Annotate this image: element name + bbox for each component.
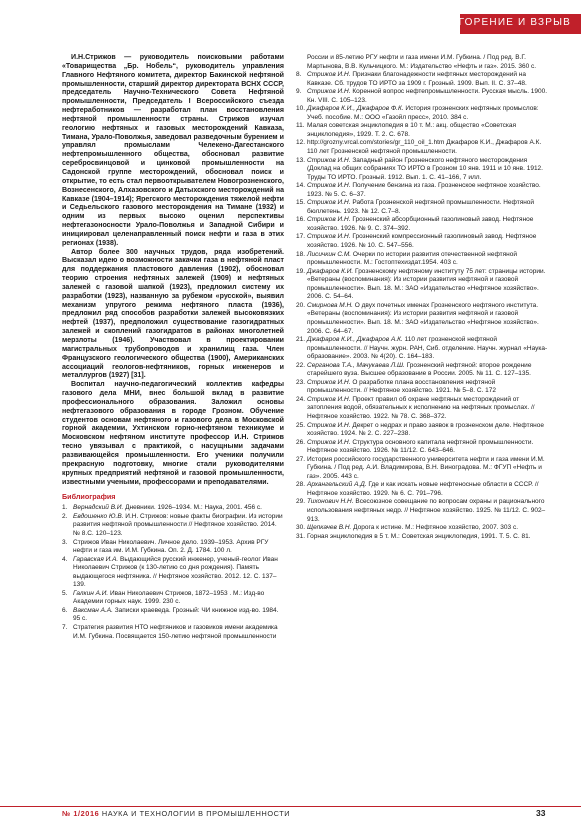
reference-item bbox=[296, 456, 548, 482]
reference-text: О двух почетных именах Грозненского нефтяного института. «Ветераны (воспоминания): Из истории развития нефтяной и газовой промышленности». Вып. 18. М.: ЗАО «Издательство «Нефтяное хозяйство». 2006. С. 64–67. bbox=[307, 301, 539, 335]
reference-number: 19. bbox=[296, 267, 306, 275]
reference-author: Лисичкин С.М. bbox=[307, 250, 352, 258]
reference-item bbox=[296, 233, 548, 250]
reference-text: http://grozny.vrcal.com/stories/gr_110_oil_1.htm Джафаров К.И., Джафаров А.К. 110 лет Грозненской нефтяной промышленности. bbox=[307, 139, 542, 156]
reference-author: Вернадский В.И. bbox=[73, 504, 124, 512]
reference-number: 29. bbox=[296, 498, 306, 506]
reference-author: Евдошенко Ю.В. bbox=[73, 512, 124, 520]
reference-text: Иван Николаевич Стрижов, 1872–1953 . М.: Изд-во Академии горных наук. 1999. 230 с. bbox=[73, 589, 265, 606]
reference-text: Структура основного капитала нефтяной промышленности. Нефтяное хозяйство. 1926. № 11/12. С. 643–646. bbox=[307, 438, 534, 455]
reference-author: Архангельский А.Д. bbox=[307, 481, 367, 489]
body-paragraph-3: Воспитал научно-педагогический коллектив кафедры газового дела МНИ, внес большой вклад в развитие профессионального образования. Заложил основы нефтегазового образования в городе Грозном. Обучение студентов основам нефтяного и газового дела в Московской горной академии, Ухтинском горно-нефтяном техникуме и Московском нефтяном институте профессор И.Н. Стрижов тесно увязывал с практикой, с насущными задачами развивающейся промышленности. Его ученики получили прекрасную подготовку, многие стали руководителями крупных предприятий нефтяной и газовой промышленности, известными учеными, профессорами и преподавателями. bbox=[62, 381, 284, 486]
reference-number: 17. bbox=[296, 233, 306, 241]
reference-number: 28. bbox=[296, 481, 306, 489]
reference-author: Джафаров К.И., Джафаров Ф.К. bbox=[307, 105, 404, 113]
reference-number: 11. bbox=[296, 122, 305, 130]
section-header-bar bbox=[460, 14, 581, 34]
reference-text: Проект правил об охране нефтяных месторождений от затопления водой, обязательных к исполнению на нефтяных промыслах. // Нефтяное хозяйство. 1922. № 78. С. 368–372. bbox=[307, 395, 535, 420]
reference-item bbox=[62, 504, 284, 513]
journal-name: НАУКА И ТЕХНОЛОГИИ В ПРОМЫШЛЕННОСТИ bbox=[101, 809, 291, 818]
reference-text: Очерки по истории развития отечественной нефтяной промышленности. М.: Гостоптехиздат.1954. 403 с. bbox=[307, 250, 518, 267]
reference-item bbox=[296, 54, 548, 71]
reference-number: 13. bbox=[296, 156, 306, 164]
reference-text: России и 85-летию РГУ нефти и газа имени И.М. Губкина. / Под ред. В.Г. Мартынова, В.В. Кульчицкого. М.: Издательство «Нефть и газ». 2015. 360 с. bbox=[307, 54, 537, 70]
reference-number: 9. bbox=[296, 88, 302, 96]
reference-text: История грозненских нефтяных промыслов: Учеб. пособие. М.: ООО «Газойл пресс», 2010. 384 с. bbox=[307, 105, 539, 121]
reference-list-right bbox=[296, 54, 548, 541]
reference-item bbox=[296, 533, 548, 542]
reference-item bbox=[296, 481, 548, 498]
reference-text: Записки краеведа. Грозный: ЧИ книжное изд-во. 1984. 95 с. bbox=[73, 606, 279, 623]
reference-item bbox=[296, 122, 548, 139]
body-paragraph-2: Автор более 300 научных трудов, ряда изобретений. Высказал идею о возможности закачки газа в нефтяной пласт для поддержания пластового давления (1902), обосновал теорию строения нефтяных залежей (1909) и нефтяных залежей с газовой шапкой (1923), предложил систему их разработки (1923), названную за рубежом «русской», выявил механизм упругого режима нефтяного пласта (1936), предложил ряд способов разработки залежей высоковязких нефтей (1937), предположил существование газогидратных залежей и скоплений газогидратов в районах многолетней мерзлоты (1946). Участвовал в проектировании магистральных трубопроводов и хранилищ газа. Член Французского геологического общества (1900), Американских ассоциаций геологов-нефтяников, горных инженеров и металлургов (1927) [31]. bbox=[62, 248, 284, 380]
reference-text: Всесоюзное совещание по вопросам охраны и рационального использования нефтяных недр. // Нефтяное хозяйство. 1925. № 11/12. С. 902–913. bbox=[307, 498, 546, 523]
reference-number: 26. bbox=[296, 438, 306, 446]
body-paragraph-1: И.Н.Стрижов — руководитель поисковыми работами «Товарищества „Бр. Нобель“, руководитель управления Главного Нефтяного комитета, директор Бакинской нефтяной промышленности, старший директор директората ВСНХ СССР, председатель Научно-Технического Совета Нефтяной промышленности, Председатель I Всероссийского съезда нефтеработников — разработал план восстановления нефтяной промышленности страны. Стрижов изучал геологию нефтяных и газовых месторождений Кавказа, Тимана, Урало-Поволжья, заведовал разведочным бурением и управлял промыслами Челекено-Дагестанского нефтепромышленного общества, обосновал развитие серебросвинцовой и цинковой промышленности на Садонской группе месторождений, обосновал поиск и открытие, то есть стал первооткрывателем Новогрозненского, Вознесенского, Алхазовского и Датыхского месторождений на Кавказе (1904–1914); Ярегского месторождения тяжелой нефти и Седьельского газового месторождения на Тимане (1932) и одним из первых высоко оценил перспективы нефтегазоносности Урало-Поволжья и Западной Сибири и инициировал целенаправленный поиск нефти и газа в этих регионах (1938). bbox=[62, 54, 284, 247]
reference-item bbox=[296, 268, 548, 302]
reference-number: 21. bbox=[296, 336, 306, 344]
reference-text: Дорога к истине. М.: Нефтяное хозяйство, 2007. 303 с. bbox=[351, 524, 519, 532]
reference-item bbox=[296, 379, 548, 396]
reference-number: 31. bbox=[296, 532, 306, 540]
reference-item bbox=[62, 513, 284, 539]
reference-text: Стрижов Иван Николаевич. Личное дело. 1939–1953. Архив РГУ нефти и газа им. И.М. Губкина. Оп. 2. Д. 1784. 100 л. bbox=[73, 538, 269, 555]
reference-number: 6. bbox=[62, 606, 68, 614]
reference-author: Галкин А.И. bbox=[73, 589, 109, 597]
reference-text: Коренной вопрос нефтепромышленности. Русская мысль. 1900. Кн. VIII. С. 105–123. bbox=[307, 88, 548, 104]
reference-number: 10. bbox=[296, 105, 306, 113]
reference-item bbox=[62, 607, 284, 624]
reference-text: 110 лет грозненской нефтяной промышленности. // Научн. журн. РАН, Сиб. отделение. Научн. журнал «Наука-образование». 2003. № 4(20). С. 164–183. bbox=[307, 336, 548, 361]
reference-text: Грозненский нефтяной: второе рождение старейшего вуза. Высшее образование в России. 2005. № 11. С. 127–135. bbox=[307, 361, 532, 378]
reference-author: Стрижов И.Н. bbox=[307, 156, 351, 164]
bibliography-heading: Библиография bbox=[62, 492, 116, 502]
reference-number: 12. bbox=[296, 139, 306, 147]
reference-item bbox=[62, 539, 284, 556]
reference-author: Щепкачев В.Н. bbox=[307, 524, 352, 532]
reference-item bbox=[296, 157, 548, 183]
reference-author: Стрижов И.Н. bbox=[307, 378, 351, 386]
reference-item bbox=[296, 439, 548, 456]
reference-number: 5. bbox=[62, 589, 68, 597]
reference-item bbox=[296, 422, 548, 439]
reference-number: 14. bbox=[296, 182, 306, 190]
reference-item bbox=[296, 362, 548, 379]
reference-author: Стрижов И.Н. bbox=[307, 88, 351, 96]
reference-item bbox=[296, 498, 548, 524]
reference-number: 1. bbox=[62, 504, 68, 512]
reference-number: 25. bbox=[296, 421, 306, 429]
reference-number: 30. bbox=[296, 524, 306, 532]
reference-item bbox=[296, 302, 548, 336]
reference-number: 20. bbox=[296, 301, 306, 309]
reference-author: Джафаров К.И., Джафаров А.К. bbox=[307, 336, 403, 344]
reference-item bbox=[296, 71, 548, 88]
reference-item bbox=[296, 105, 548, 122]
reference-text: Стратегия развития НТО нефтяников и газовиков имени академика И.М. Губкина. Посвящается 150-летию нефтяной промышленности bbox=[73, 624, 278, 640]
reference-author: Гаравская И.А. bbox=[73, 555, 119, 563]
reference-item bbox=[296, 251, 548, 268]
reference-author: Стрижов И.Н. bbox=[307, 71, 351, 79]
reference-number: 2. bbox=[62, 512, 68, 520]
reference-text: Западный район Грозненского нефтяного месторождения (Доклад на общих собраниях ТО ИРТО в Грозном 10 янв. 1911 и 10 янв. 1912. Труды ТО ИРТО. Грозный. 1912. Вып. 1. С. 41–166, 7 илл. bbox=[307, 156, 543, 181]
reference-item bbox=[296, 336, 548, 362]
reference-number: 15. bbox=[296, 199, 306, 207]
reference-number: 23. bbox=[296, 378, 306, 386]
reference-text: Работа Грозненской нефтяной промышленности. Нефтяной бюллетень. 1923. № 12. С.7–8. bbox=[307, 199, 535, 215]
reference-author: Стрижов И.Н. bbox=[307, 233, 351, 241]
reference-item bbox=[62, 590, 284, 607]
reference-number: 7. bbox=[62, 624, 68, 631]
reference-number: 24. bbox=[296, 395, 306, 403]
right-column bbox=[296, 54, 548, 541]
reference-author: Серганова Т.А., Мачукаева Л.Ш. bbox=[307, 361, 405, 369]
issue-number: № 1/2016 bbox=[62, 809, 100, 818]
reference-item bbox=[296, 524, 548, 533]
reference-number: 16. bbox=[296, 216, 306, 224]
reference-author: Стрижов И.Н. bbox=[307, 395, 351, 403]
reference-author: Тихонович Н.Н. bbox=[307, 498, 354, 506]
footer-divider bbox=[0, 806, 581, 807]
reference-author: Стрижов И.Н. bbox=[307, 438, 351, 446]
reference-item bbox=[296, 216, 548, 233]
reference-text: Где и как искать новые нефтеносные области в СССР. // Нефтяное хозяйство. 1929. № 6. С. 791–796. bbox=[307, 481, 539, 497]
reference-text: Горная энциклопедия в 5 т. М.: Советская энциклопедия, 1991. Т. 5. С. 81. bbox=[307, 532, 531, 540]
reference-text: История российского государственного университета нефти и газа имени И.М. Губкина. / Под ред. А.И. Владимирова, В.Н. Виноградова. М.: ФГУП «Нефть и газ». 2005. 443 с. bbox=[307, 455, 545, 480]
reference-text: Грозненскому нефтяному институту 75 лет: страницы истории. «Ветераны (воспоминания): Из истории развития нефтяной и газовой промышленности». Вып. 18. М.: ЗАО «Издательство «Нефтяное хозяйство». 2006. С. 54–64. bbox=[307, 267, 546, 301]
reference-author: Смирнова М.Н. bbox=[307, 301, 353, 309]
reference-text: И.Н. Стрижов: новые факты биографии. Из истории развития нефтяной промышленности // Нефтяное хозяйство. 2014. № 8.С. 120–123. bbox=[73, 512, 283, 537]
reference-author: Стрижов И.Н. bbox=[307, 199, 351, 207]
reference-item bbox=[296, 139, 548, 156]
reference-text: Выдающийся русский инженер, ученый-геолог Иван Николаевич Стрижов (к 130-летию со дня рождения). Память выдающегося нефтяника. // Нефтяное хозяйство. 2012. 12. С. 137–139. bbox=[73, 555, 278, 589]
reference-text: О разработке плана восстановления нефтяной промышленности. // Нефтяное хозяйство. 1921. № 5–8. С. 172 bbox=[307, 378, 496, 395]
left-column bbox=[62, 54, 284, 641]
reference-author: Стрижов И.Н. bbox=[307, 421, 351, 429]
footer-journal-info bbox=[62, 809, 290, 818]
reference-text: Декрет о недрах и право заявок в грозненском деле. Нефтяное хозяйство. 1924. № 2. С. 227–238. bbox=[307, 421, 544, 438]
reference-item bbox=[62, 624, 284, 641]
reference-list-left bbox=[62, 504, 284, 641]
reference-text: Грозненский абсорбционный газолиновый завод. Нефтяное хозяйство. 1926. № 9. С. 374–392. bbox=[307, 216, 534, 232]
reference-item bbox=[296, 182, 548, 199]
reference-item bbox=[296, 396, 548, 422]
reference-number: 8. bbox=[296, 71, 302, 79]
reference-author: Стрижов И.Н. bbox=[307, 216, 351, 224]
reference-item bbox=[296, 88, 548, 105]
reference-number: 4. bbox=[62, 555, 68, 563]
reference-number: 22. bbox=[296, 361, 306, 369]
reference-author: Джафаров К.И. bbox=[307, 267, 354, 275]
reference-text: Дневники. 1926–1934. М.: Наука, 2001. 456 с. bbox=[123, 504, 262, 512]
page-number: 33 bbox=[536, 808, 546, 818]
reference-author: Стрижов И.Н. bbox=[307, 182, 351, 190]
reference-number: 3. bbox=[62, 538, 68, 546]
reference-text: Получение бензина из газа. Грозненское нефтяное хозяйство. 1923. № 5. С. 6–37. bbox=[307, 182, 541, 198]
reference-number: 18. bbox=[296, 250, 306, 258]
reference-item bbox=[62, 556, 284, 590]
reference-text: Малая советская энциклопедия в 10 т. М.: акц. общество «Советская энциклопедия», 1929. Т. 2. С. 678. bbox=[307, 122, 517, 138]
section-title: ГОРЕНИЕ И ВЗРЫВ bbox=[458, 17, 571, 28]
reference-text: Признаки благонадежности нефтяных месторождений на Кавказе. Сб. трудов ТО ИРТО за 1909 г. Грозный. 1909. Вып. II. С. 37–48. bbox=[307, 71, 527, 87]
reference-author: Ваксман А.А. bbox=[73, 606, 113, 614]
reference-number: 27. bbox=[296, 455, 306, 463]
reference-item bbox=[296, 199, 548, 216]
reference-text: Грозненский компрессионный газолиновый завод. Нефтяное хозяйство. 1926. № 10. С. 547–556. bbox=[307, 233, 537, 250]
